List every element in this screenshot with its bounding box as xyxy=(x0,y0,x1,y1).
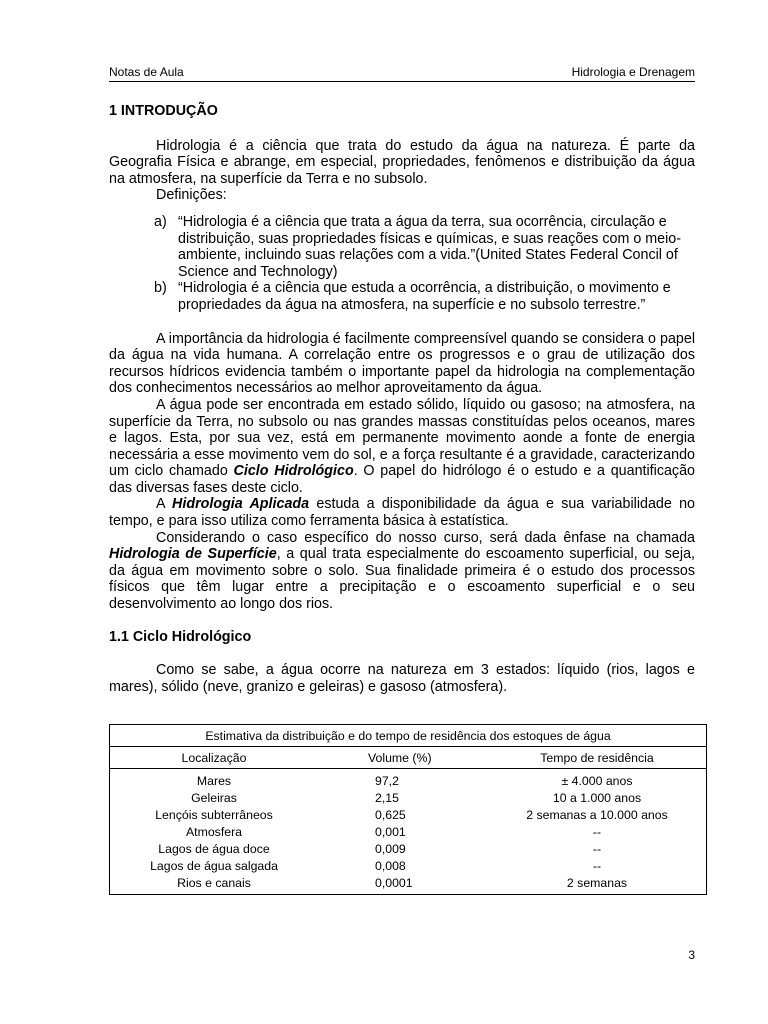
table-row xyxy=(110,774,706,791)
definition-marker: a) xyxy=(154,213,167,230)
table-cell-volume: 2,15 xyxy=(375,791,399,805)
definition-text: “Hidrologia é a ciência que trata a água da terra, sua ocorrência, circulação e distribuição, suas propriedades físicas e químicas, e suas reações com o meio-ambiente, incluindo suas relações com a vida.”(United States Federal Concil of Science and Technology) xyxy=(178,213,682,280)
table-row xyxy=(110,808,706,825)
table-row xyxy=(110,842,706,859)
table-cell-tempo: 10 a 1.000 anos xyxy=(552,791,642,805)
table-cell-volume: 97,2 xyxy=(375,774,399,788)
table-header-tempo: Tempo de residência xyxy=(540,751,654,765)
table-row xyxy=(110,876,706,893)
table-row xyxy=(110,859,706,876)
definitions-label: Definições: xyxy=(156,187,227,204)
table-cell-tempo: ± 4.000 anos xyxy=(561,774,633,788)
table-cell-localizacao: Lagos de água salgada xyxy=(150,859,278,873)
table-caption: Estimativa da distribuição e do tempo de residência dos estoques de água xyxy=(110,725,706,747)
text-span: Considerando o caso específico do nosso curso, será dada ênfase na chamada xyxy=(156,529,695,546)
table-cell-tempo: -- xyxy=(592,825,602,839)
paragraph-states-nature: Como se sabe, a água ocorre na natureza em 3 estados: líquido (rios, lagos e mares), sólido (neve, granizo e geleiras) e gasoso (atmosfera). xyxy=(109,662,695,695)
table-cell-volume: 0,009 xyxy=(375,842,406,856)
text-span: . O papel do hidrólogo é o estudo e a quantificação das diversas fases deste ciclo. xyxy=(109,463,695,496)
water-distribution-table xyxy=(109,724,707,895)
definition-item xyxy=(154,280,695,313)
paragraph-surface xyxy=(109,530,695,613)
header-right: Hidrologia e Drenagem xyxy=(571,65,695,79)
definition-item xyxy=(154,214,695,280)
table-row xyxy=(110,825,706,842)
text-span: estuda a disponibilidade da água e sua variabilidade no tempo, e para isso utiliza como ferramenta básica à estatística. xyxy=(109,496,695,530)
table-cell-volume: 0,008 xyxy=(375,859,406,873)
table-body xyxy=(110,769,706,894)
definition-text: “Hidrologia é a ciência que estuda a ocorrência, a distribuição, o movimento e propriedades da água na atmosfera, na superfície e no subsolo terrestre.” xyxy=(178,280,671,313)
table-cell-tempo: 2 semanas a 10.000 anos xyxy=(526,808,668,822)
table-cell-tempo: 2 semanas xyxy=(566,876,628,890)
header-left: Notas de Aula xyxy=(109,65,184,79)
paragraph-states xyxy=(109,397,695,497)
table-cell-tempo: -- xyxy=(592,859,602,873)
paragraph-importance: A importância da hidrologia é facilmente compreensível quando se considera o papel da água na vida humana. A correlação entre os progressos e o grau de utilização dos recursos hídricos evidencia também o importante papel da hidrologia na complementação dos conhecimentos necessários ao melhor aproveitamento da água. xyxy=(109,330,695,397)
table-cell-localizacao: Atmosfera xyxy=(185,825,243,839)
definition-marker: b) xyxy=(154,280,167,297)
paragraph-intro: Hidrologia é a ciência que trata do estudo da água na natureza. É parte da Geografia Física e abrange, em especial, propriedades, fenômenos e distribuição da água na atmosfera, na superfície da Terra e no subsolo. xyxy=(109,137,695,187)
table-cell-volume: 0,0001 xyxy=(375,876,413,890)
table-cell-localizacao: Lençóis subterrâneos xyxy=(155,808,273,822)
term-hidrologia-aplicada: Hidrologia Aplicada xyxy=(172,496,310,513)
table-cell-localizacao: Rios e canais xyxy=(177,876,251,890)
table-header-volume: Volume (%) xyxy=(368,751,432,765)
table-row xyxy=(110,791,706,808)
table-cell-volume: 0,001 xyxy=(375,825,406,839)
table-cell-tempo: -- xyxy=(592,842,602,856)
table-header-localizacao: Localização xyxy=(181,751,247,765)
table-cell-localizacao: Mares xyxy=(196,774,232,788)
paragraph-applied xyxy=(109,496,695,529)
running-header xyxy=(109,64,695,82)
section-title-ciclo: 1.1 Ciclo Hidrológico xyxy=(109,628,252,645)
text-span: A água pode ser encontrada em estado sólido, líquido ou gasoso; na atmosfera, na superfície da Terra, no subsolo ou nas grandes massas constituídas pelos oceanos, mares e lagos. Esta, por sua vez, está em permanente movimento aonde a fonte de energia necessária a esse movimento vem do sol, e a força resultante é a gravidade, caracterizando um ciclo chamado xyxy=(109,396,695,480)
section-title-introducao: 1 INTRODUÇÃO xyxy=(109,103,218,119)
body-content xyxy=(109,103,695,695)
text-span: , a qual trata especialmente do escoamento superficial, ou seja, da água em movimento sobre o solo. Sua finalidade primeira é o estudo dos processos físicos que têm lugar entre a precipitação e o escoamento superficial e o seu desenvolvimento ao longo dos rios. xyxy=(109,546,695,613)
table-header-row xyxy=(110,747,706,769)
term-hidrologia-superficie: Hidrologia de Superfície xyxy=(109,546,277,563)
term-ciclo-hidrologico: Ciclo Hidrológico xyxy=(233,463,354,480)
table-cell-volume: 0,625 xyxy=(375,808,406,822)
page-number: 3 xyxy=(688,948,695,962)
table-cell-localizacao: Lagos de água doce xyxy=(158,842,270,856)
definitions-list xyxy=(154,214,695,314)
text-span: A xyxy=(156,496,165,513)
table-cell-localizacao: Geleiras xyxy=(191,791,237,805)
